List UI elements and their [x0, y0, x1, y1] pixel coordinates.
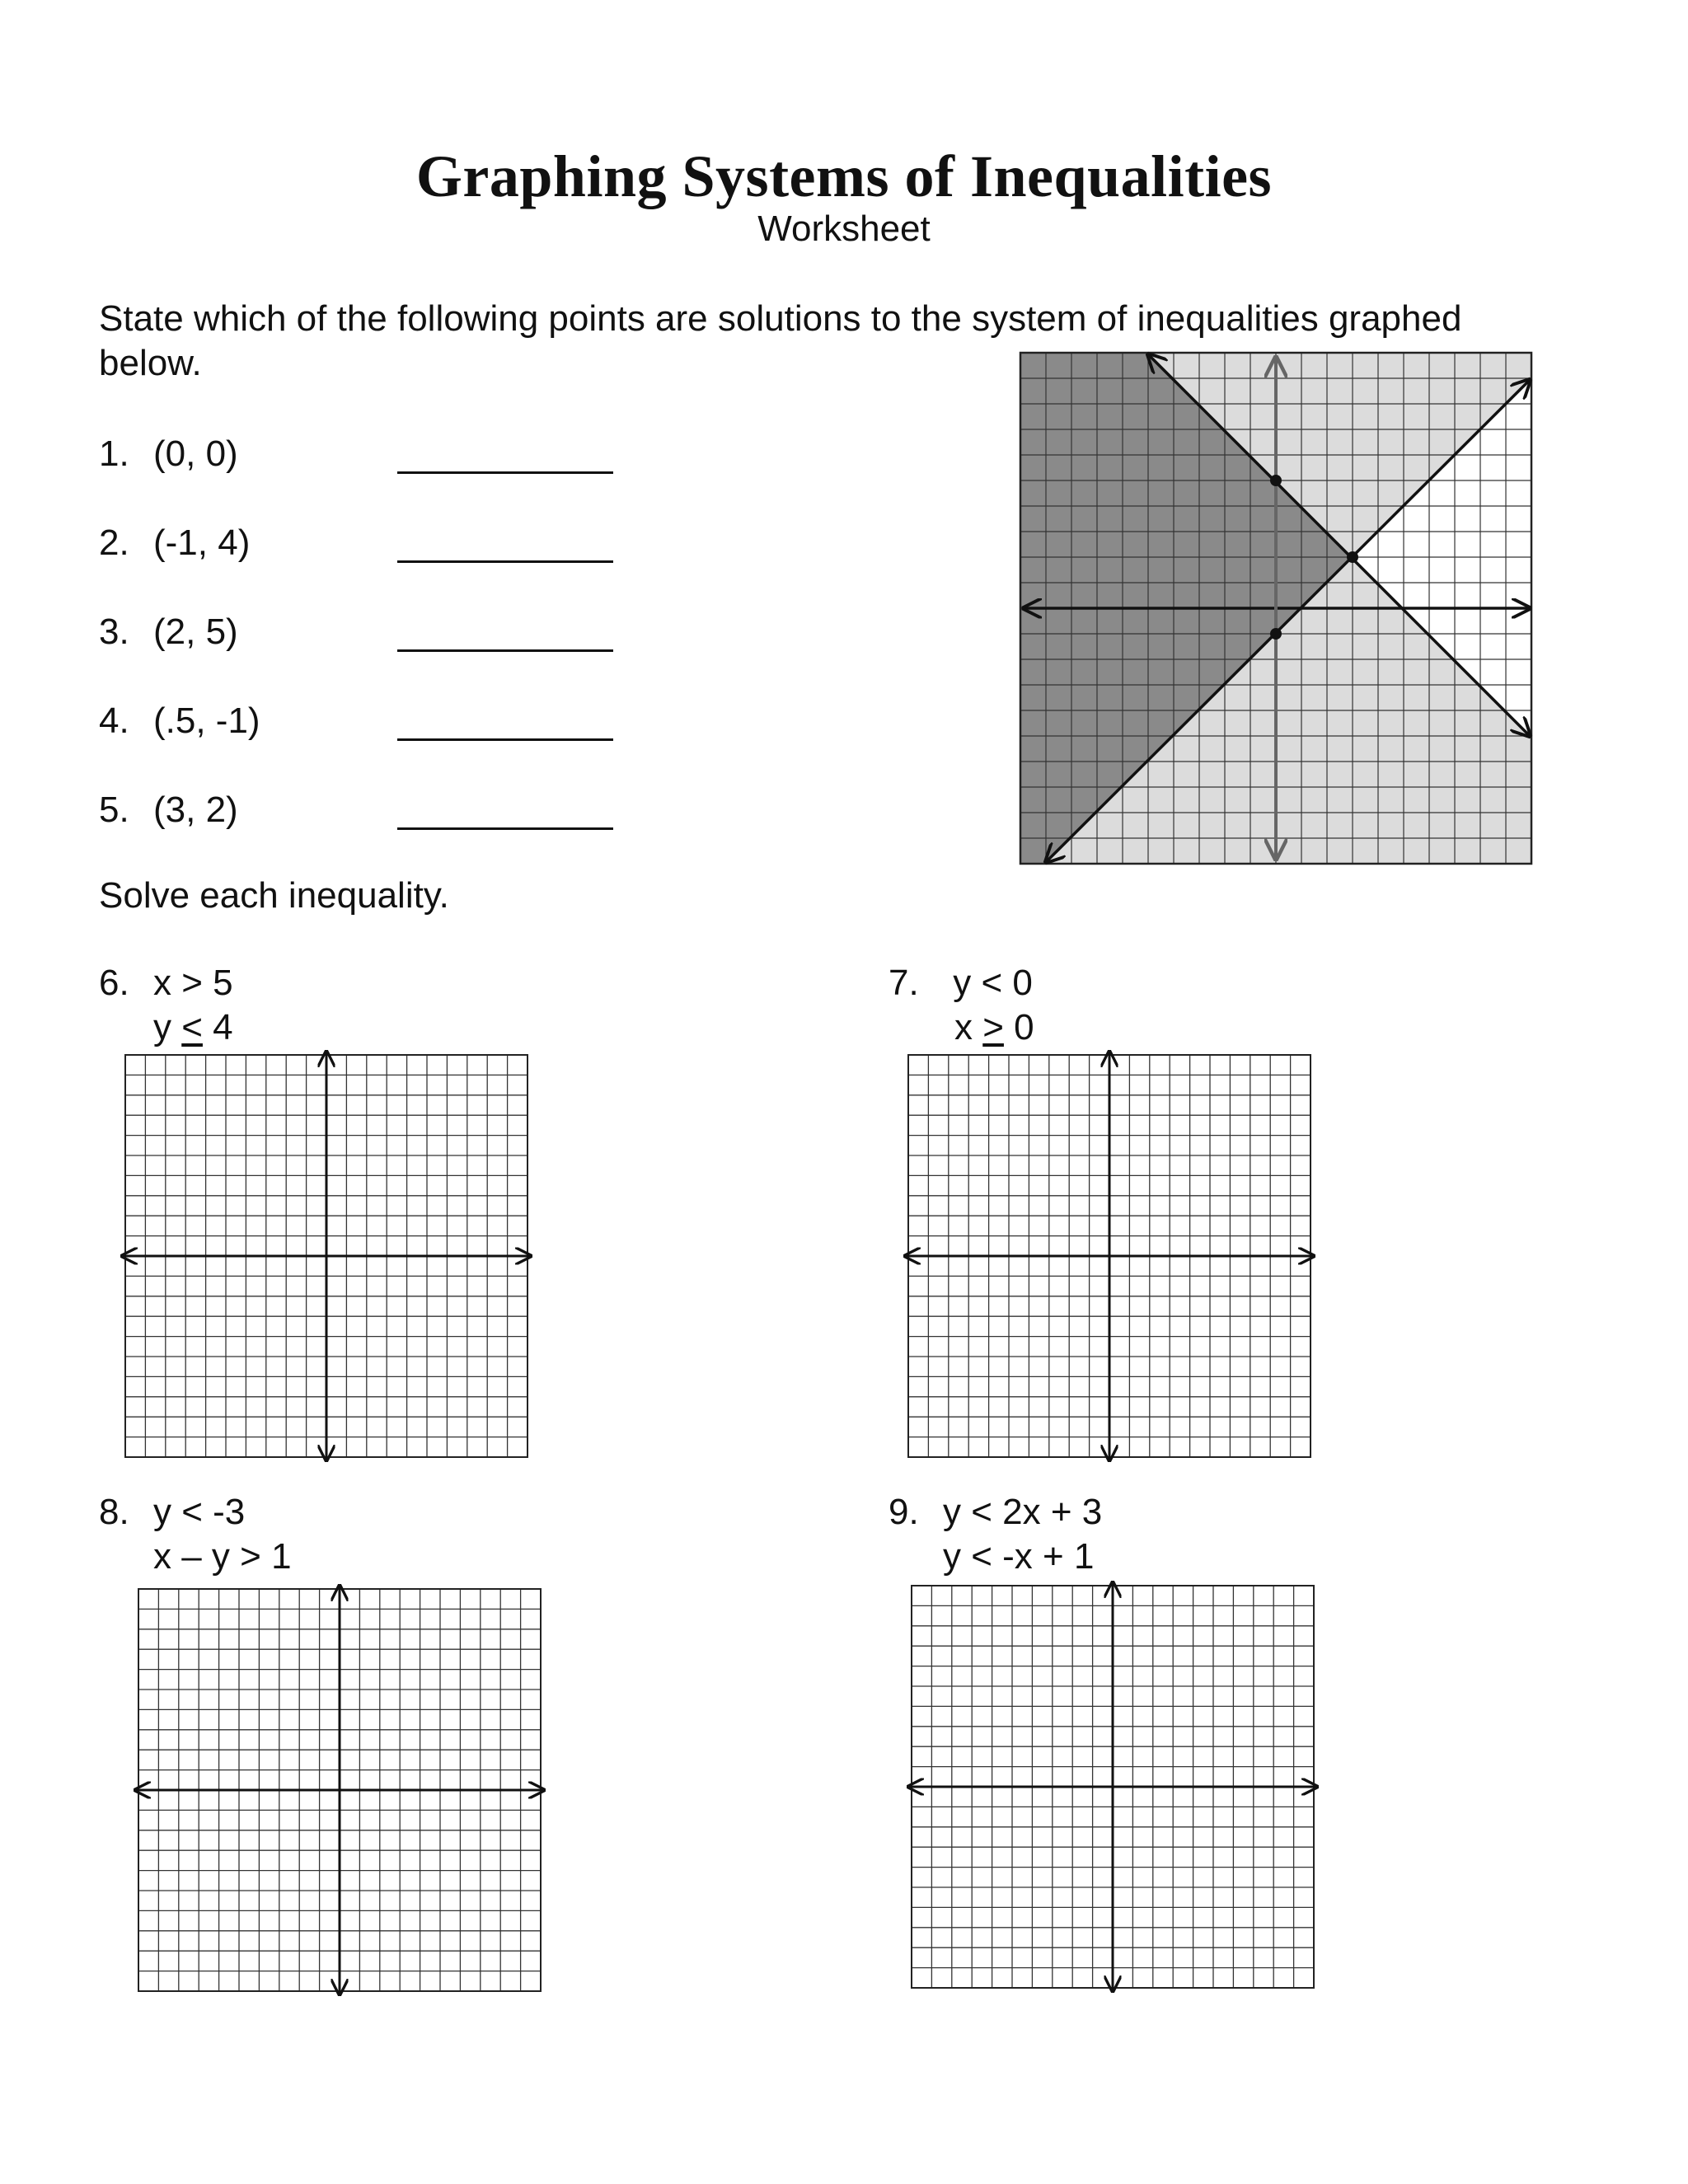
question-point: (-1, 4): [153, 523, 251, 563]
problem-line2: x > 0: [954, 1007, 1034, 1047]
problem-number: 8.: [99, 1492, 129, 1532]
problem-line1: y < -3: [153, 1492, 246, 1532]
blank-grid-8[interactable]: [138, 1589, 541, 1991]
question-3: [99, 610, 298, 654]
problem-line2: y < 4: [153, 1007, 233, 1047]
plotted-point: [1270, 475, 1282, 486]
blank-grid-7[interactable]: [908, 1055, 1311, 1457]
problem-line1: x > 5: [153, 963, 233, 1003]
problem-number: 6.: [99, 963, 129, 1003]
page-subtitle: Worksheet: [757, 209, 931, 249]
answer-blank-4[interactable]: [397, 738, 613, 741]
answer-blank-5[interactable]: [397, 827, 613, 830]
blank-grid-9[interactable]: [912, 1586, 1314, 1988]
question-number: 3.: [99, 612, 129, 652]
part2-instructions: Solve each inequality.: [99, 875, 449, 916]
plotted-point: [1347, 551, 1358, 563]
question-point: (2, 5): [153, 612, 238, 652]
question-5: [99, 788, 298, 832]
question-2: [99, 521, 298, 565]
question-point: (3, 2): [153, 790, 238, 830]
problem-number: 9.: [889, 1492, 919, 1532]
question-point: (.5, -1): [153, 701, 260, 741]
problem-9: [889, 1490, 1102, 1579]
problem-8: [99, 1490, 292, 1579]
blank-grid-6[interactable]: [125, 1055, 528, 1457]
problem-7: [889, 961, 1034, 1050]
answer-blank-3[interactable]: [397, 649, 613, 652]
question-point: (0, 0): [153, 434, 238, 474]
question-number: 1.: [99, 434, 129, 474]
answer-blank-2[interactable]: [397, 560, 613, 563]
system-graph: [1020, 353, 1531, 864]
problem-line2: y < -x + 1: [943, 1536, 1095, 1577]
question-1: [99, 432, 298, 476]
answer-blank-1[interactable]: [397, 471, 613, 474]
problem-line1: y < 0: [943, 963, 1033, 1003]
problem-number: 7.: [889, 963, 919, 1003]
page-title: Graphing Systems of Inequalities: [415, 143, 1273, 209]
problem-6: [99, 961, 233, 1050]
question-4: [99, 699, 298, 743]
problem-line2: x – y > 1: [153, 1536, 292, 1577]
part1-instructions: State which of the following points are solutions to the system of inequalities graphed below.: [99, 298, 1462, 383]
question-number: 2.: [99, 523, 129, 563]
question-number: 4.: [99, 701, 129, 741]
problem-line1: y < 2x + 3: [943, 1492, 1103, 1532]
plotted-point: [1270, 628, 1282, 640]
question-number: 5.: [99, 790, 129, 830]
